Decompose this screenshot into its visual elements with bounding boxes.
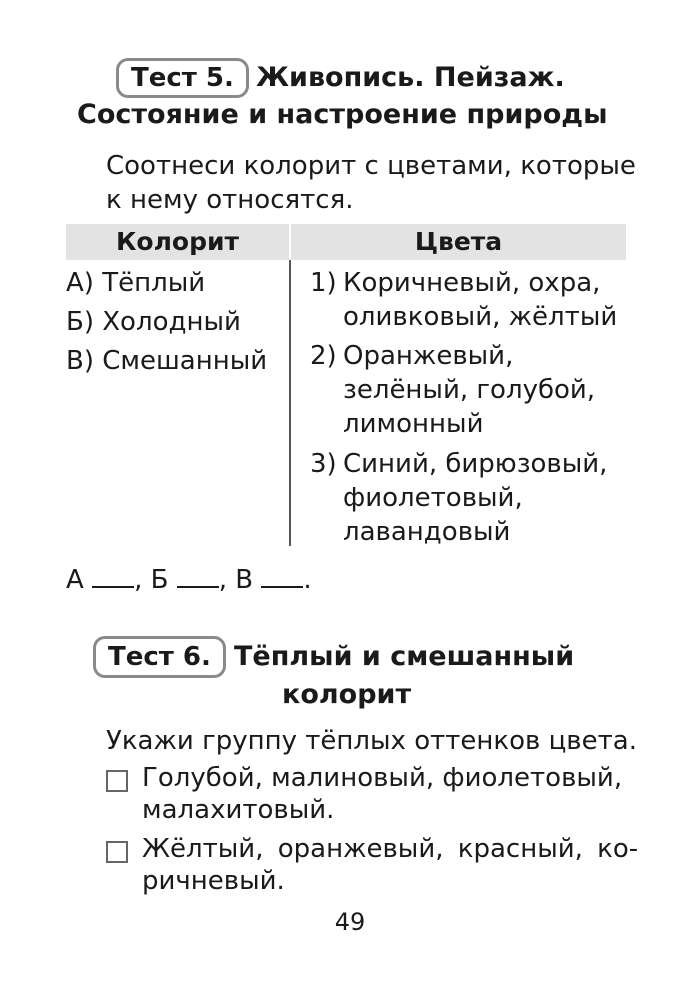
- test5-title-line2: Состояние и настроение природы: [77, 99, 608, 130]
- colors-item-3: [310, 447, 650, 551]
- answer-label-a: А: [66, 565, 84, 595]
- colors-item-3-text: Синий, бирюзовый, фиолетовый, лавандовый: [343, 449, 608, 547]
- option-1-line2: малахитовый.: [142, 795, 335, 825]
- colorit-item-cold: Б) Холодный: [66, 307, 241, 337]
- option-1-text: [142, 762, 642, 826]
- colors-item-1-text: Коричневый, охра, оливковый, жёлтый: [343, 268, 618, 332]
- test5-badge-label: Тест 5.: [131, 63, 234, 93]
- answer-line: [66, 563, 312, 597]
- test6-title-line1: Тёплый и смешанный: [234, 641, 575, 672]
- test6-title-line2: колорит: [282, 679, 412, 710]
- col-header-colors: Цвета: [414, 227, 503, 256]
- option-1-checkbox[interactable]: [106, 770, 128, 792]
- colorit-item-warm: А) Тёплый: [66, 268, 206, 298]
- answer-blank-b[interactable]: [177, 564, 219, 588]
- test6-badge-label: Тест 6.: [108, 642, 211, 672]
- colors-item-2-text: Оранжевый, зелёный, голубой, лимонный: [343, 341, 596, 439]
- test5-title-line1: Живопись. Пейзаж.: [256, 62, 565, 93]
- test5-instruction-line2: к нему относятся.: [106, 185, 354, 215]
- answer-blank-c[interactable]: [261, 564, 303, 588]
- colors-item-1: [310, 266, 650, 336]
- page-number: 49: [334, 908, 366, 936]
- answer-label-b: Б: [150, 565, 169, 595]
- colorit-item-mixed: В) Смешанный: [66, 346, 268, 376]
- option-2-line2: ричневый.: [142, 866, 285, 896]
- answer-blank-a[interactable]: [92, 564, 134, 588]
- table-divider: [289, 224, 291, 546]
- answer-comma-1: ,: [134, 565, 143, 595]
- answer-comma-2: ,: [218, 565, 227, 595]
- colors-item-2-number: 2): [310, 341, 337, 371]
- answer-period: .: [303, 565, 312, 595]
- answer-label-c: В: [235, 565, 254, 595]
- test6-instruction: Укажи группу тёплых оттенков цвета.: [106, 726, 637, 756]
- colors-item-2: [310, 339, 650, 443]
- col-header-colorit: Колорит: [116, 227, 239, 256]
- colors-item-1-number: 1): [310, 268, 337, 298]
- test6-badge: [93, 636, 226, 678]
- colors-item-3-number: 3): [310, 449, 337, 479]
- test5-instruction-line1: Соотнеси колорит с цветами, которые: [106, 151, 636, 181]
- table-header-separator: [289, 224, 291, 260]
- option-2-line1: Жёлтый, оранжевый, красный, ко-: [142, 834, 639, 864]
- option-1-line1: Голубой, малиновый, фиолетовый,: [142, 763, 623, 793]
- option-2-checkbox[interactable]: [106, 841, 128, 863]
- table-header-row: [66, 224, 626, 260]
- test5-badge: [116, 58, 249, 98]
- option-2-text: [142, 833, 642, 897]
